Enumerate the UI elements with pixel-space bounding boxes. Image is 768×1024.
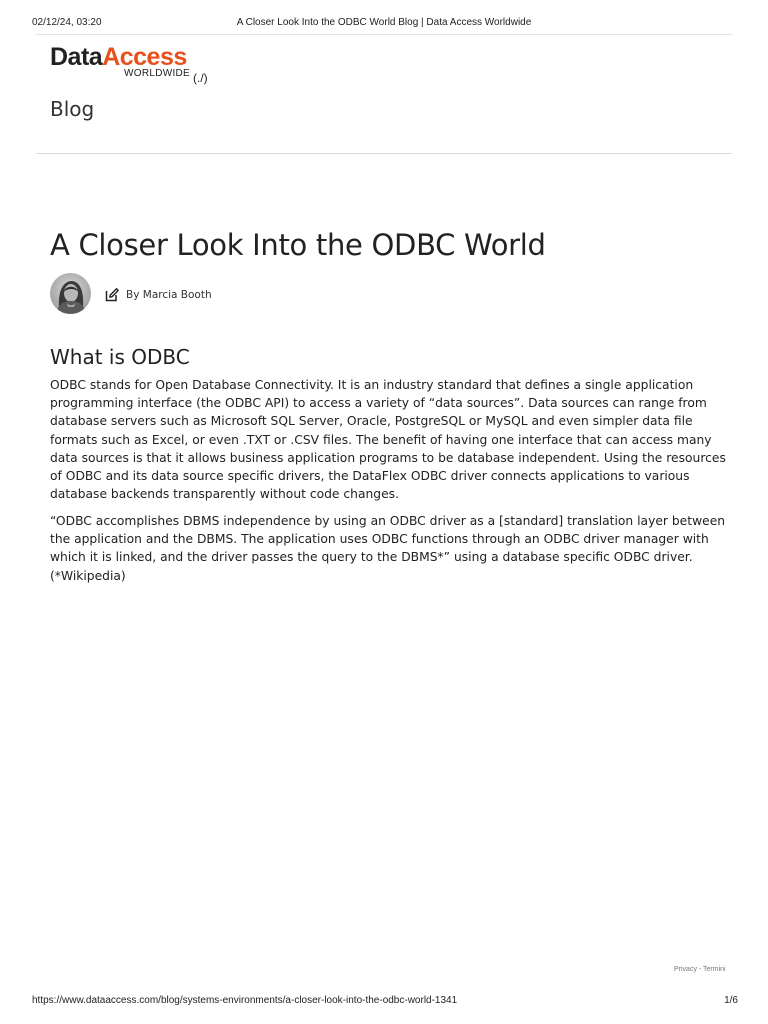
print-header: [0, 17, 768, 31]
logo-wordmark: [50, 43, 187, 71]
top-divider: [36, 34, 732, 35]
recaptcha-privacy-terms[interactable]: Privacy - Termini: [674, 966, 726, 973]
section-heading: What is ODBC: [50, 345, 190, 369]
logo-subtitle: WORLDWIDE: [124, 68, 191, 79]
dataaccess-logo-link[interactable]: [50, 43, 250, 88]
print-footer: [0, 995, 768, 1009]
author-name: By Marcia Booth: [126, 289, 212, 301]
print-page-title: A Closer Look Into the ODBC World Blog | Data Access Worldwide: [236, 17, 532, 28]
page-number: 1/6: [724, 995, 738, 1006]
edit-icon: [104, 287, 120, 303]
print-datetime: 02/12/24, 03:20: [32, 17, 102, 28]
logo-word-data: Data: [50, 43, 103, 71]
logo-link-url: (./): [193, 71, 208, 85]
article-title: A Closer Look Into the ODBC World: [50, 228, 546, 262]
author-photo: [50, 273, 91, 314]
quote-paragraph: “ODBC accomplishes DBMS independence by using an ODBC driver as a [standard] translation layer between the application and the DBMS. The application uses ODBC functions through an ODBC driver manager with which it is linked, and the driver passes the query to the DBMS*” using a database specific ODBC driver. (*Wikipedia): [50, 514, 726, 583]
logo-word-access: Access: [102, 43, 187, 71]
header-divider: [36, 153, 732, 154]
body-paragraph: ODBC stands for Open Database Connectivity. It is an industry standard that defines a single application programming interface (the ODBC API) to access a variety of “data sources”. Data sources can range from database servers such as Microsoft SQL Server, Oracle, PostgreSQL or MySQL and even simpler data file formats such as Excel, or even .TXT or .CSV files. The benefit of having one interface that can access many data sources is that it allows business application programs to be database independent. Using the resources of ODBC and its data source specific drivers, the DataFlex ODBC driver connects applications to various database backends transparently without code changes.: [50, 378, 726, 502]
author-byline: [104, 287, 212, 303]
author-avatar: [50, 273, 91, 314]
blog-nav-link[interactable]: Blog: [50, 97, 95, 121]
print-footer-url: https://www.dataaccess.com/blog/systems-environments/a-closer-look-into-the-odbc-world-1341: [32, 995, 458, 1006]
